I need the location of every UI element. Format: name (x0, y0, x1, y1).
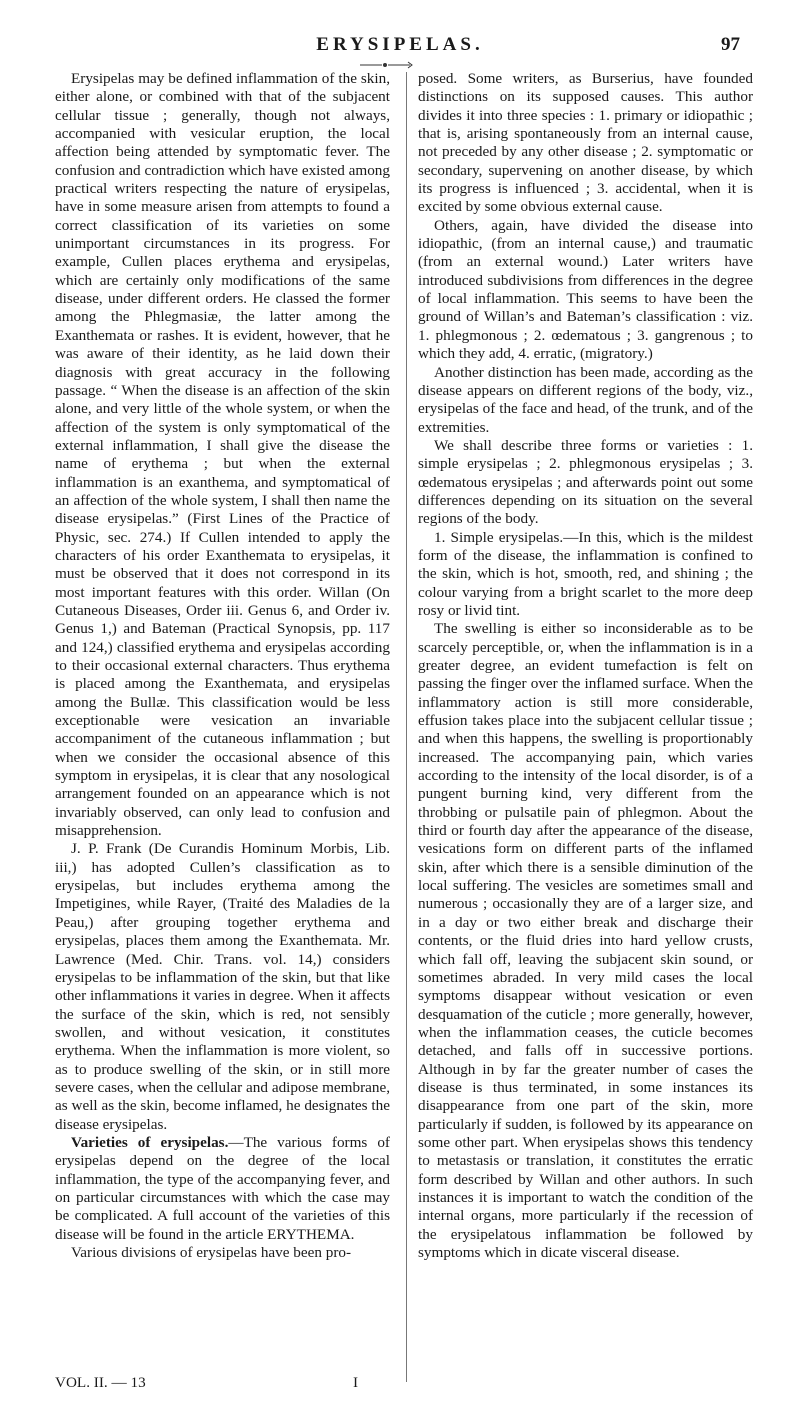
paragraph: J. P. Frank (De Curandis Hominum Morbis, Lib. iii,) has adopted Cullen’s classification as to erysipelas, but includes erythema among the Impetigines, while Rayer, (Traité des Maladies de la Peau,) after grouping together erythema and erysipelas, places them among the Exanthemata. Mr. Lawrence (Med. Chir. Trans. vol. 14,) considers erysipelas to be inflammation of the skin, but that like other inflammations it varies in degree. When it affects the surface of the skin, which is red, not sensibly swollen, and without vesication, it constitutes erythema. When the inflammation is more violent, so as to produce swelling of the skin, or in still more severe cases, when the cellular and adipose membrane, as well as the skin, become inflamed, he designates the disease erysipelas. (55, 840, 390, 1133)
paragraph: Others, again, have divided the disease into idiopathic, (from an internal cause,) and traumatic (from an external wound.) Later writers have introduced subdivisions from differences in the degree of local inflammation. This seems to have been the ground of Willan’s and Bateman’s classification : viz. 1. phlegmonous ; 2. œdematous ; 3. gangrenous ; to which they add, 4. erratic, (migratory.) (418, 216, 753, 363)
running-title: ERYSIPELAS. (316, 34, 484, 55)
column-divider (406, 72, 407, 1382)
left-column (55, 70, 390, 1262)
ornament-icon (350, 60, 420, 70)
paragraph: The swelling is either so inconsiderable as to be scarcely perceptible, or, when the inflammation is in a greater degree, an evident tumefaction is felt on passing the finger over the inflamed surface. When the inflammatory action is still more considerable, effusion takes place into the subjacent cellular tissue ; and when this happens, the swelling is proportionably increased. The accompanying pain, which varies according to the intensity of the local disorder, is of a pungent burning kind, very different from the throbbing or pulsatile pain of phlegmon. About the third or fourth day after the appearance of the disease, vesications form on different parts of the inflamed skin, after which there is a sensible diminution of the local suffering. The vesicles are sometimes small and numerous ; occasionally they are of a larger size, and in a day or two either break and discharge their contents, or the fluid dries into hard yellow crusts, which fall off, leaving the subjacent skin sound, or sometimes abraded. In very mild cases the local symptoms disappear without vesication or even desquamation of the cuticle ; more generally, however, when the inflammation ceases, the cuticle becomes detached, and falls off in successive portions. Although in by far the greater number of cases the disease is thus terminated, in some instances its disappearance from one part of the skin, more particularly if sudden, is followed by its appearance on some other part. When erysipelas shows this tendency to metastasis or translation, it constitutes the erratic form described by Willan and other authors. In such instances it is important to watch the condition of the internal organs, more particularly if the recession of the erysipelatous inflammation be followed by symptoms which in dicate visceral disease. (418, 620, 753, 1261)
right-column (418, 70, 753, 1262)
page-header (0, 34, 800, 74)
paragraph-text: —The various forms of erysipelas depend on the degree of the local inflammation, the type of the accompanying fever, and on particular circumstances with which the case may be complicated. A full account of the varieties of this disease will be found in the article ERYTHEMA. (55, 1133, 390, 1243)
paragraph: Another distinction has been made, according as the disease appears on different regions of the body, viz., erysipelas of the face and head, of the trunk, and of the extremities. (418, 363, 753, 436)
paragraph: Erysipelas may be defined inflammation of the skin, either alone, or combined with that of the subjacent cellular tissue ; generally, though not always, accompanied with vesicular eruption, the local affection being attended by symptomatic fever. The confusion and contradiction which have existed among practical writers respecting the nature of erysipelas, have in some measure arisen from attempts to found a correct classification of its varieties on some unimportant circumstances in its progress. For example, Cullen places erythema and erysipelas, which are certainly only modifications of the same disease, under different orders. He classed the former among the Phlegmasiæ, the latter among the Exanthemata or rashes. It is evident, however, that he was aware of their identity, as he laid down their diagnosis with great accuracy in the following passage. “ When the disease is an affection of the skin alone, and very little of the whole system, or when the affection of the system is only symptomatical of the external inflammation, I shall give the disease the name of erythema ; but when the external inflammation is an exanthema, and symptomatical of an affection of the whole system, I shall then name the disease erysipelas.” (First Lines of the Practice of Physic, sec. 274.) If Cullen intended to apply the characters of his order Exanthemata to erysipelas, it must be observed that it does not correspond in its most important features with this order. Willan (On Cutaneous Diseases, Order iii. Genus 6, and Order iv. Genus 1,) and Bateman (Practical Synopsis, pp. 117 and 124,) classified erythema and erysipelas according to their occasional external characters. Thus erythema is placed among the Exanthemata, and erysipelas among the Bullæ. This classification would be less exceptionable were vesication an invariable accompaniment of the cutaneous inflammation ; but when we consider the occasional absence of this symptom in erysipelas, it is clear that any nosological arrangement founded on an appearance which is not invariably observed, can only lead to confusion and misapprehension. (55, 70, 390, 840)
signature-mark: I (353, 1374, 359, 1391)
paragraph-varieties (55, 1134, 390, 1244)
volume-label: VOL. II. — 13 (55, 1374, 146, 1391)
section-heading: Varieties of erysipelas. (71, 1133, 229, 1151)
paragraph: We shall describe three forms or varieties : 1. simple erysipelas ; 2. phlegmonous erysipelas ; 3. œdematous erysipelas ; and afterwards point out some differences depending on its situation on the several regions of the body. (418, 436, 753, 528)
paragraph: 1. Simple erysipelas.—In this, which is the mildest form of the disease, the inflammation is confined to the skin, which is hot, smooth, red, and shining ; the colour varying from a bright scarlet to the more deep rosy or livid tint. (418, 528, 753, 619)
paragraph: posed. Some writers, as Burserius, have founded distinctions on its supposed causes. This author divides it into three species : 1. primary or idiopathic ; that is, arising spontaneously from an internal cause, not preceded by any other disease ; 2. symptomatic or secondary, supervening on another disease, by which its progress is influenced ; 3. accidental, when it is excited by some obvious external cause. (418, 70, 753, 216)
paragraph: Various divisions of erysipelas have been pro- (71, 1244, 352, 1261)
page-number: 97 (721, 34, 740, 55)
